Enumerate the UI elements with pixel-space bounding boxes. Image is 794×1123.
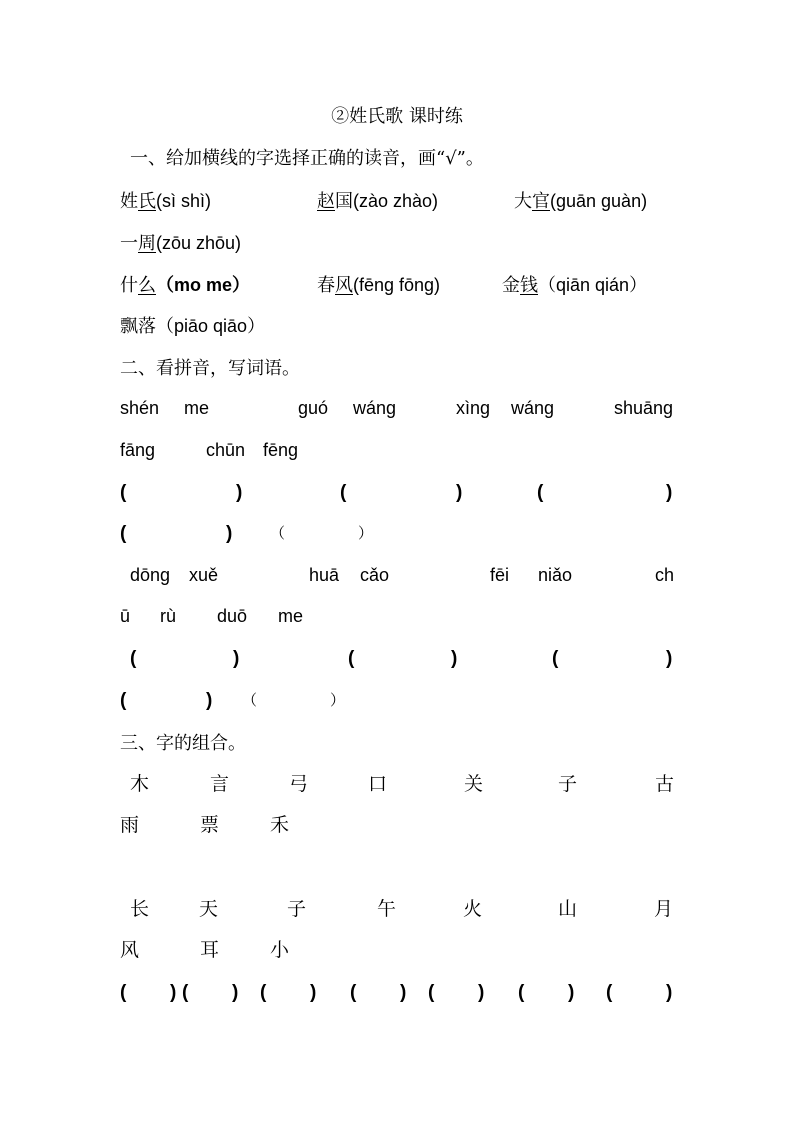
answer-blank-close: ) — [206, 690, 213, 711]
char-row-2 — [120, 810, 674, 840]
reading-item-3: 大官(guān guàn) — [514, 191, 648, 212]
answer-blank-open: ( — [606, 982, 613, 1003]
character: 木 — [130, 773, 150, 795]
pinyin-syllable: shén — [120, 398, 160, 418]
pinyin-syllable: fēng — [263, 440, 299, 460]
pinyin-syllable: xuě — [189, 565, 219, 585]
answer-blank-close: ) — [666, 482, 673, 503]
character: 风 — [120, 939, 140, 961]
character: 小 — [270, 939, 290, 961]
pinyin-syllable: wáng — [511, 398, 555, 418]
answer-blank-open: ( — [537, 482, 544, 503]
character: 子 — [558, 773, 578, 795]
character: 天 — [199, 898, 219, 920]
character: 禾 — [270, 814, 290, 836]
character: 耳 — [200, 939, 220, 961]
pinyin-syllable: ū — [120, 606, 131, 626]
pinyin-row-1 — [120, 393, 674, 423]
character: 言 — [210, 773, 230, 795]
pinyin-syllable: duō — [217, 606, 248, 626]
character: 火 — [463, 898, 483, 920]
answer-blank-open: ( — [260, 982, 267, 1003]
reading-item-4: 一周(zōu zhōu) — [120, 233, 242, 254]
pinyin-syllable: huā — [309, 565, 340, 585]
answer-blank-open: ( — [182, 982, 189, 1003]
answer-blank-close: ) — [451, 648, 458, 669]
reading-item-1: 姓氏(sì shì) — [120, 191, 212, 212]
pinyin-syllable: cǎo — [360, 565, 390, 585]
answer-blank-open: ( — [552, 648, 559, 669]
answer-blank-open: ( — [518, 982, 525, 1003]
pinyin-syllable: guó — [298, 398, 329, 418]
pinyin-syllable: me — [184, 398, 210, 418]
pinyin-syllable: niǎo — [538, 565, 573, 585]
answer-blanks-row-5 — [120, 978, 674, 1008]
answer-blank-close: ) — [456, 482, 463, 503]
character: 午 — [377, 898, 397, 920]
answer-blank-close: ) — [666, 648, 673, 669]
character: 票 — [200, 814, 220, 836]
answer-blank-close: ) — [310, 982, 317, 1003]
answer-blank-close: ） — [330, 692, 346, 709]
pinyin-row-2 — [120, 435, 674, 465]
answer-blank-close: ) — [170, 982, 177, 1003]
answer-blank-open: （ — [242, 692, 258, 709]
answer-blank-open: ( — [428, 982, 435, 1003]
answer-blanks-row-1 — [120, 478, 674, 508]
answer-blanks-row-3 — [120, 644, 674, 674]
pinyin-syllable: rù — [160, 606, 177, 626]
section1-heading: 一、给加横线的字选择正确的读音，画“√”。 — [130, 148, 484, 169]
reading-item-6: 春风(fēng fōng) — [317, 275, 441, 296]
pinyin-syllable: fāng — [120, 440, 156, 460]
answer-blank-open: （ — [270, 525, 286, 542]
answer-blank-close: ) — [233, 648, 240, 669]
pinyin-syllable: dōng — [130, 565, 171, 585]
pinyin-syllable: shuāng — [614, 398, 674, 418]
reading-item-2: 赵国(zào zhào) — [317, 191, 439, 212]
answer-blank-close: ) — [400, 982, 407, 1003]
answer-blank-close: ） — [358, 525, 374, 542]
answer-blank-close: ) — [568, 982, 575, 1003]
character: 子 — [287, 898, 307, 920]
answer-blank-open: ( — [120, 690, 127, 711]
pinyin-syllable: xìng — [456, 398, 491, 418]
answer-blanks-row-4 — [120, 686, 674, 716]
character: 月 — [654, 898, 674, 920]
pinyin-syllable: me — [278, 606, 304, 626]
section2-heading: 二、看拼音，写词语。 — [120, 358, 300, 379]
character: 长 — [130, 898, 150, 920]
character: 山 — [558, 898, 578, 920]
reading-item-7: 金钱（qiān qián） — [502, 275, 648, 296]
section1-row-2 — [120, 228, 674, 258]
section1-row-3 — [120, 270, 674, 300]
pinyin-row-3 — [120, 560, 674, 590]
pinyin-syllable: fēi — [490, 565, 510, 585]
reading-item-5: 什么（mo me） — [120, 275, 251, 296]
answer-blanks-row-2 — [120, 519, 674, 549]
character: 关 — [464, 773, 484, 795]
answer-blank-close: ) — [226, 523, 233, 544]
answer-blank-close: ) — [666, 982, 673, 1003]
answer-blank-close: ) — [236, 482, 243, 503]
character: 口 — [368, 773, 388, 795]
pinyin-syllable: ch — [655, 565, 675, 585]
character: 古 — [655, 773, 675, 795]
char-row-3 — [120, 894, 674, 924]
char-row-1 — [120, 769, 674, 799]
pinyin-syllable: wáng — [353, 398, 397, 418]
answer-blank-open: ( — [120, 523, 127, 544]
section3-heading: 三、字的组合。 — [120, 733, 246, 754]
answer-blank-open: ( — [120, 982, 127, 1003]
section1-row-4 — [120, 311, 674, 341]
page-title: ②姓氏歌 课时练 — [331, 106, 463, 127]
answer-blank-open: ( — [340, 482, 347, 503]
pinyin-syllable: chūn — [206, 440, 246, 460]
char-row-4 — [120, 935, 674, 965]
answer-blank-close: ) — [478, 982, 485, 1003]
answer-blank-close: ) — [232, 982, 239, 1003]
answer-blank-open: ( — [120, 482, 127, 503]
answer-blank-open: ( — [348, 648, 355, 669]
pinyin-row-4 — [120, 601, 674, 631]
section1-row-1 — [120, 186, 674, 216]
answer-blank-open: ( — [130, 648, 137, 669]
reading-item-8: 飘落（piāo qiāo） — [120, 316, 266, 337]
answer-blank-open: ( — [350, 982, 357, 1003]
character: 雨 — [120, 814, 140, 836]
character: 弓 — [289, 773, 309, 795]
